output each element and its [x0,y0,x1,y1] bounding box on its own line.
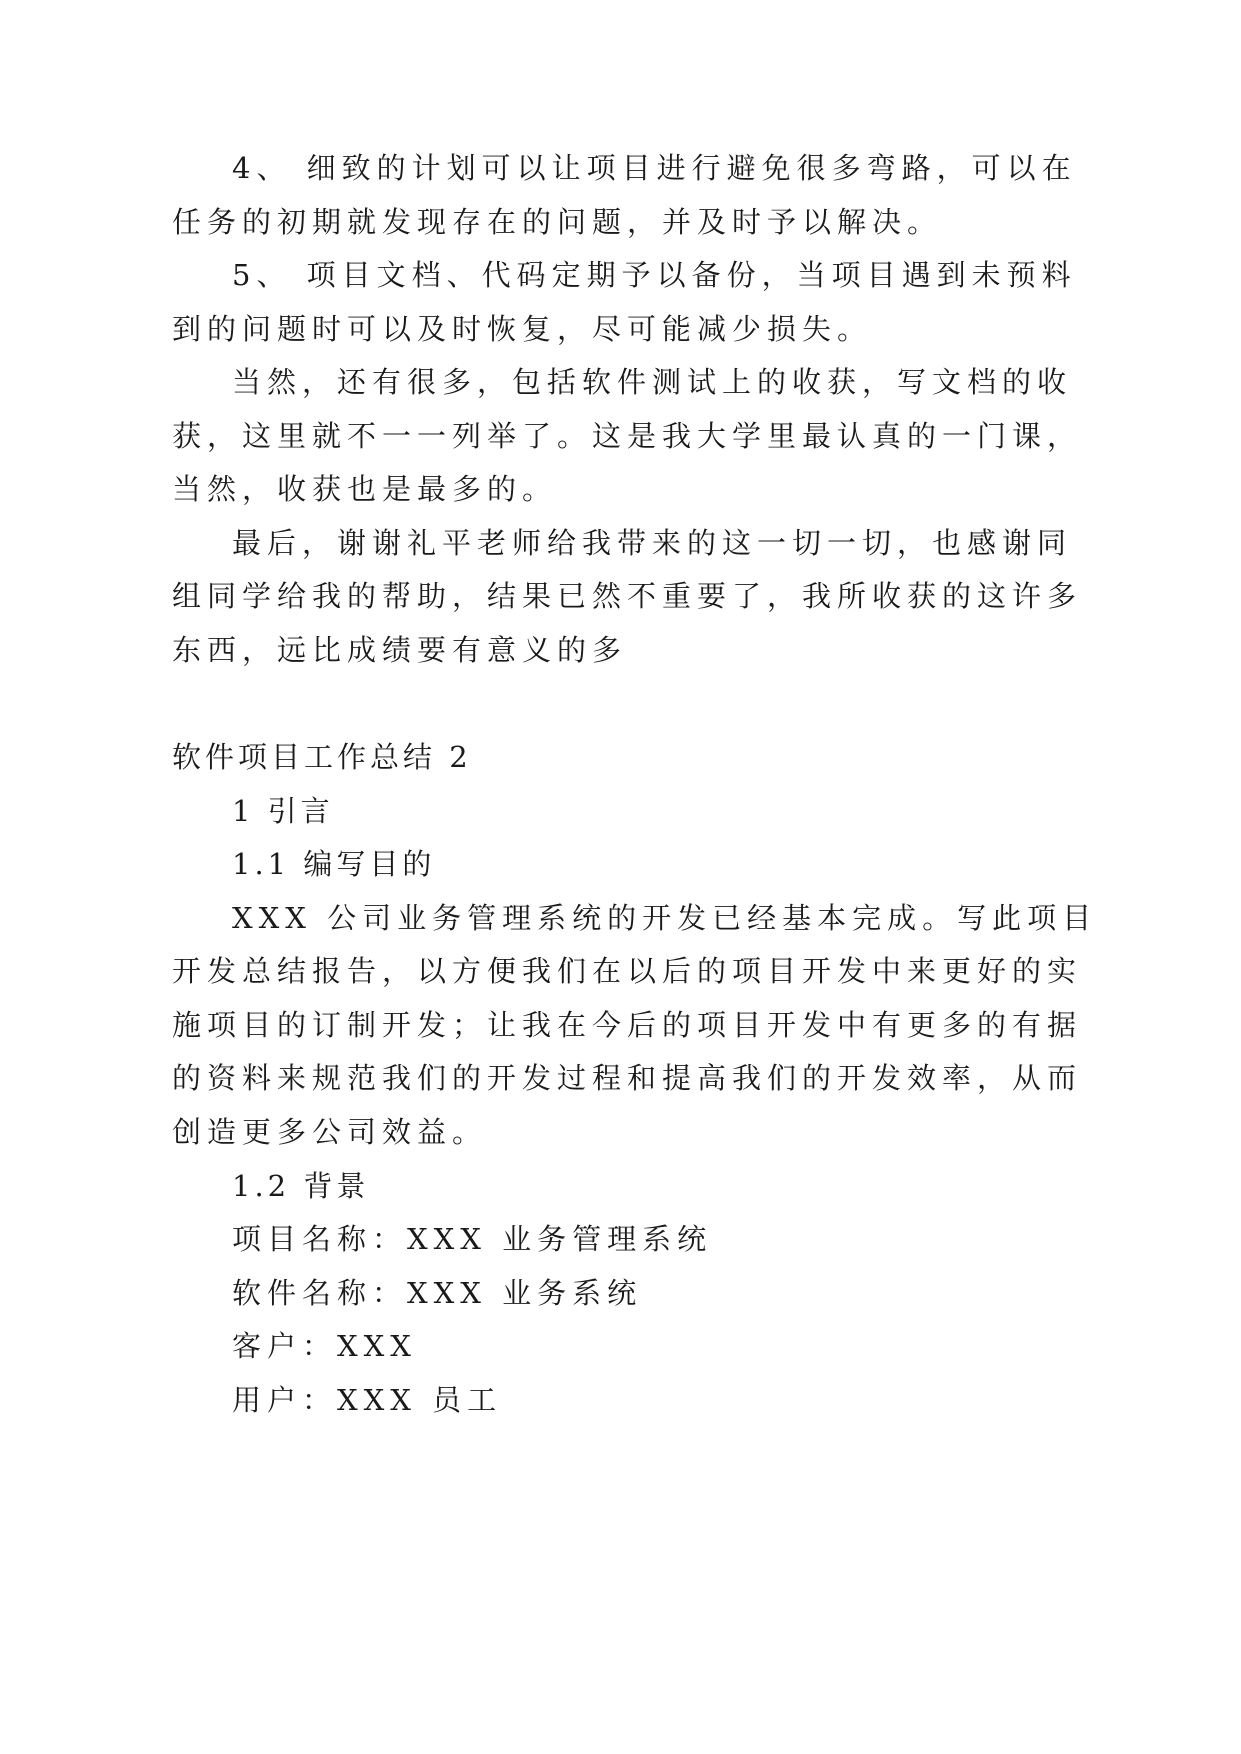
paragraph-harvest-line-1: 当然，还有很多，包括软件测试上的收获，写文档的收 [232,365,1073,399]
paragraph-purpose-line-3: 施项目的订制开发；让我在今后的项目开发中有更多的有据 [172,1008,1083,1042]
project-name-line: 项目名称：XXX 业务管理系统 [232,1222,713,1256]
paragraph-harvest-line-3: 当然，收获也是最多的。 [172,472,558,506]
software-name-line: 软件名称：XXX 业务系统 [232,1276,643,1310]
heading-introduction: 1 引言 [232,794,334,828]
heading-background: 1.2 背景 [232,1169,370,1203]
paragraph-4-line-1: 4、 细致的计划可以让项目进行避免很多弯路，可以在 [232,151,1077,185]
paragraph-purpose-line-1: XXX 公司业务管理系统的开发已经基本完成。写此项目 [232,901,1098,935]
paragraph-purpose-line-4: 的资料来规范我们的开发过程和提高我们的开发效率，从而 [172,1061,1083,1095]
paragraph-5-line-1: 5、 项目文档、代码定期予以备份，当项目遇到未预料 [232,258,1077,292]
paragraph-thanks-line-3: 东西，远比成绩要有意义的多 [172,633,628,667]
client-line: 客户：XXX [232,1329,417,1363]
paragraph-5-line-2: 到的问题时可以及时恢复，尽可能减少损失。 [172,312,873,346]
section-title: 软件项目工作总结 2 [172,740,472,774]
paragraph-harvest-line-2: 获，这里就不一一列举了。这是我大学里最认真的一门课， [172,419,1083,453]
paragraph-purpose-line-2: 开发总结报告，以方便我们在以后的项目开发中来更好的实 [172,954,1083,988]
paragraph-purpose-line-5: 创造更多公司效益。 [172,1115,488,1149]
paragraph-4-line-2: 任务的初期就发现存在的问题，并及时予以解决。 [172,205,943,239]
user-line: 用户：XXX 员工 [232,1383,503,1417]
paragraph-thanks-line-1: 最后，谢谢礼平老师给我带来的这一切一切，也感谢同 [232,526,1073,560]
paragraph-thanks-line-2: 组同学给我的帮助，结果已然不重要了，我所收获的这许多 [172,579,1083,613]
heading-purpose: 1.1 编写目的 [232,847,436,881]
